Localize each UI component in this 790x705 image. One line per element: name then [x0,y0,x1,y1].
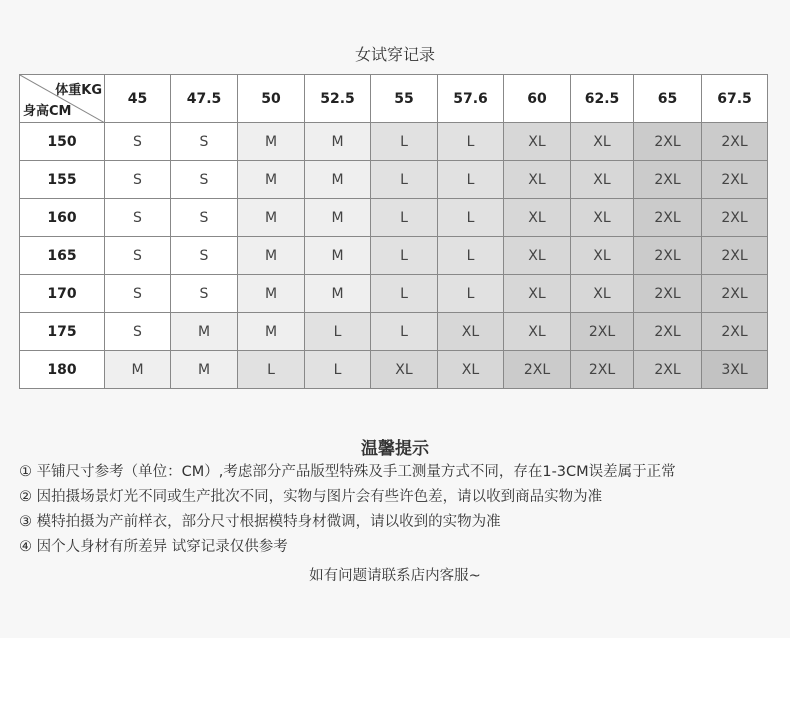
size-cell: XL [438,313,504,351]
size-cell: M [238,161,305,199]
size-cell: S [171,199,238,237]
weight-header: 55 [371,75,438,123]
size-cell: XL [571,237,634,275]
weight-header: 50 [238,75,305,123]
size-cell: M [305,275,371,313]
size-cell: S [105,199,171,237]
size-cell: M [305,123,371,161]
size-cell: 2XL [634,161,702,199]
tip-item: ④ 因个人身材有所差异 试穿记录仅供参考 [19,539,288,555]
size-cell: S [105,275,171,313]
table-row [20,237,768,275]
size-cell: 2XL [571,313,634,351]
size-cell: XL [504,237,571,275]
size-cell: L [371,275,438,313]
corner-cell [20,75,105,123]
table-row [20,351,768,389]
size-cell: M [238,237,305,275]
size-cell: 2XL [504,351,571,389]
size-cell: XL [571,275,634,313]
size-cell: M [305,161,371,199]
height-header: 165 [20,237,105,275]
weight-header: 52.5 [305,75,371,123]
height-header: 160 [20,199,105,237]
size-cell: 2XL [702,161,768,199]
size-cell: L [305,313,371,351]
size-cell: XL [504,313,571,351]
size-cell: S [105,161,171,199]
size-cell: 2XL [634,199,702,237]
table-row [20,123,768,161]
size-cell: XL [504,199,571,237]
table-row [20,161,768,199]
tips-title: 温馨提示 [361,439,429,459]
size-cell: XL [438,351,504,389]
size-cell: L [438,161,504,199]
size-cell: XL [571,199,634,237]
weight-header: 45 [105,75,171,123]
page-title: 女试穿记录 [354,45,435,64]
contact-note: 如有问题请联系店内客服~ [309,568,481,584]
weight-header: 62.5 [571,75,634,123]
size-cell: M [238,123,305,161]
size-cell: 3XL [702,351,768,389]
size-cell: S [105,237,171,275]
size-cell: 2XL [702,275,768,313]
height-axis-label: 身高CM [23,104,72,119]
weight-header: 57.6 [438,75,504,123]
height-header: 180 [20,351,105,389]
tip-item: ③ 模特拍摄为产前样衣，部分尺寸根据模特身材微调，请以收到的实物为准 [19,514,501,530]
size-cell: S [171,161,238,199]
size-cell: S [171,123,238,161]
size-cell: S [105,123,171,161]
size-cell: L [371,199,438,237]
size-cell: 2XL [571,351,634,389]
size-cell: L [371,123,438,161]
size-cell: 2XL [702,237,768,275]
size-cell: S [171,275,238,313]
size-cell: M [238,275,305,313]
size-cell: M [305,199,371,237]
size-cell: L [305,351,371,389]
size-cell: L [371,313,438,351]
size-cell: L [371,237,438,275]
size-cell: L [238,351,305,389]
tips-list [19,460,789,560]
size-cell: 2XL [634,275,702,313]
size-cell: M [171,351,238,389]
size-cell: 2XL [702,199,768,237]
size-cell: L [438,237,504,275]
size-cell: 2XL [634,313,702,351]
tip-item: ① 平铺尺寸参考（单位：CM）,考虑部分产品版型特殊及手工测量方式不同，存在1-3CM误差属于正常 [19,464,676,480]
size-cell: M [171,313,238,351]
size-cell: 2XL [634,237,702,275]
size-cell: XL [571,161,634,199]
size-cell: 2XL [634,123,702,161]
height-header: 155 [20,161,105,199]
size-cell: M [305,237,371,275]
size-cell: M [238,313,305,351]
height-header: 170 [20,275,105,313]
size-cell: L [371,161,438,199]
height-header: 175 [20,313,105,351]
size-cell: 2XL [702,313,768,351]
size-cell: L [438,275,504,313]
height-header: 150 [20,123,105,161]
weight-axis-label: 体重KG [55,83,102,98]
size-cell: S [171,237,238,275]
size-cell: XL [504,161,571,199]
size-cell: L [438,199,504,237]
table-row [20,313,768,351]
size-cell: XL [571,123,634,161]
size-cell: S [105,313,171,351]
weight-header: 65 [634,75,702,123]
weight-header-row [20,75,768,123]
size-cell: XL [504,123,571,161]
tip-item: ② 因拍摄场景灯光不同或生产批次不同，实物与图片会有些许色差，请以收到商品实物为准 [19,489,603,505]
size-cell: XL [504,275,571,313]
size-cell: M [105,351,171,389]
table-row [20,199,768,237]
weight-header: 67.5 [702,75,768,123]
size-cell: L [438,123,504,161]
weight-header: 60 [504,75,571,123]
size-cell: 2XL [634,351,702,389]
table-row [20,275,768,313]
weight-header: 47.5 [171,75,238,123]
size-cell: 2XL [702,123,768,161]
size-chart-table [19,74,768,389]
size-cell: M [238,199,305,237]
size-cell: XL [371,351,438,389]
